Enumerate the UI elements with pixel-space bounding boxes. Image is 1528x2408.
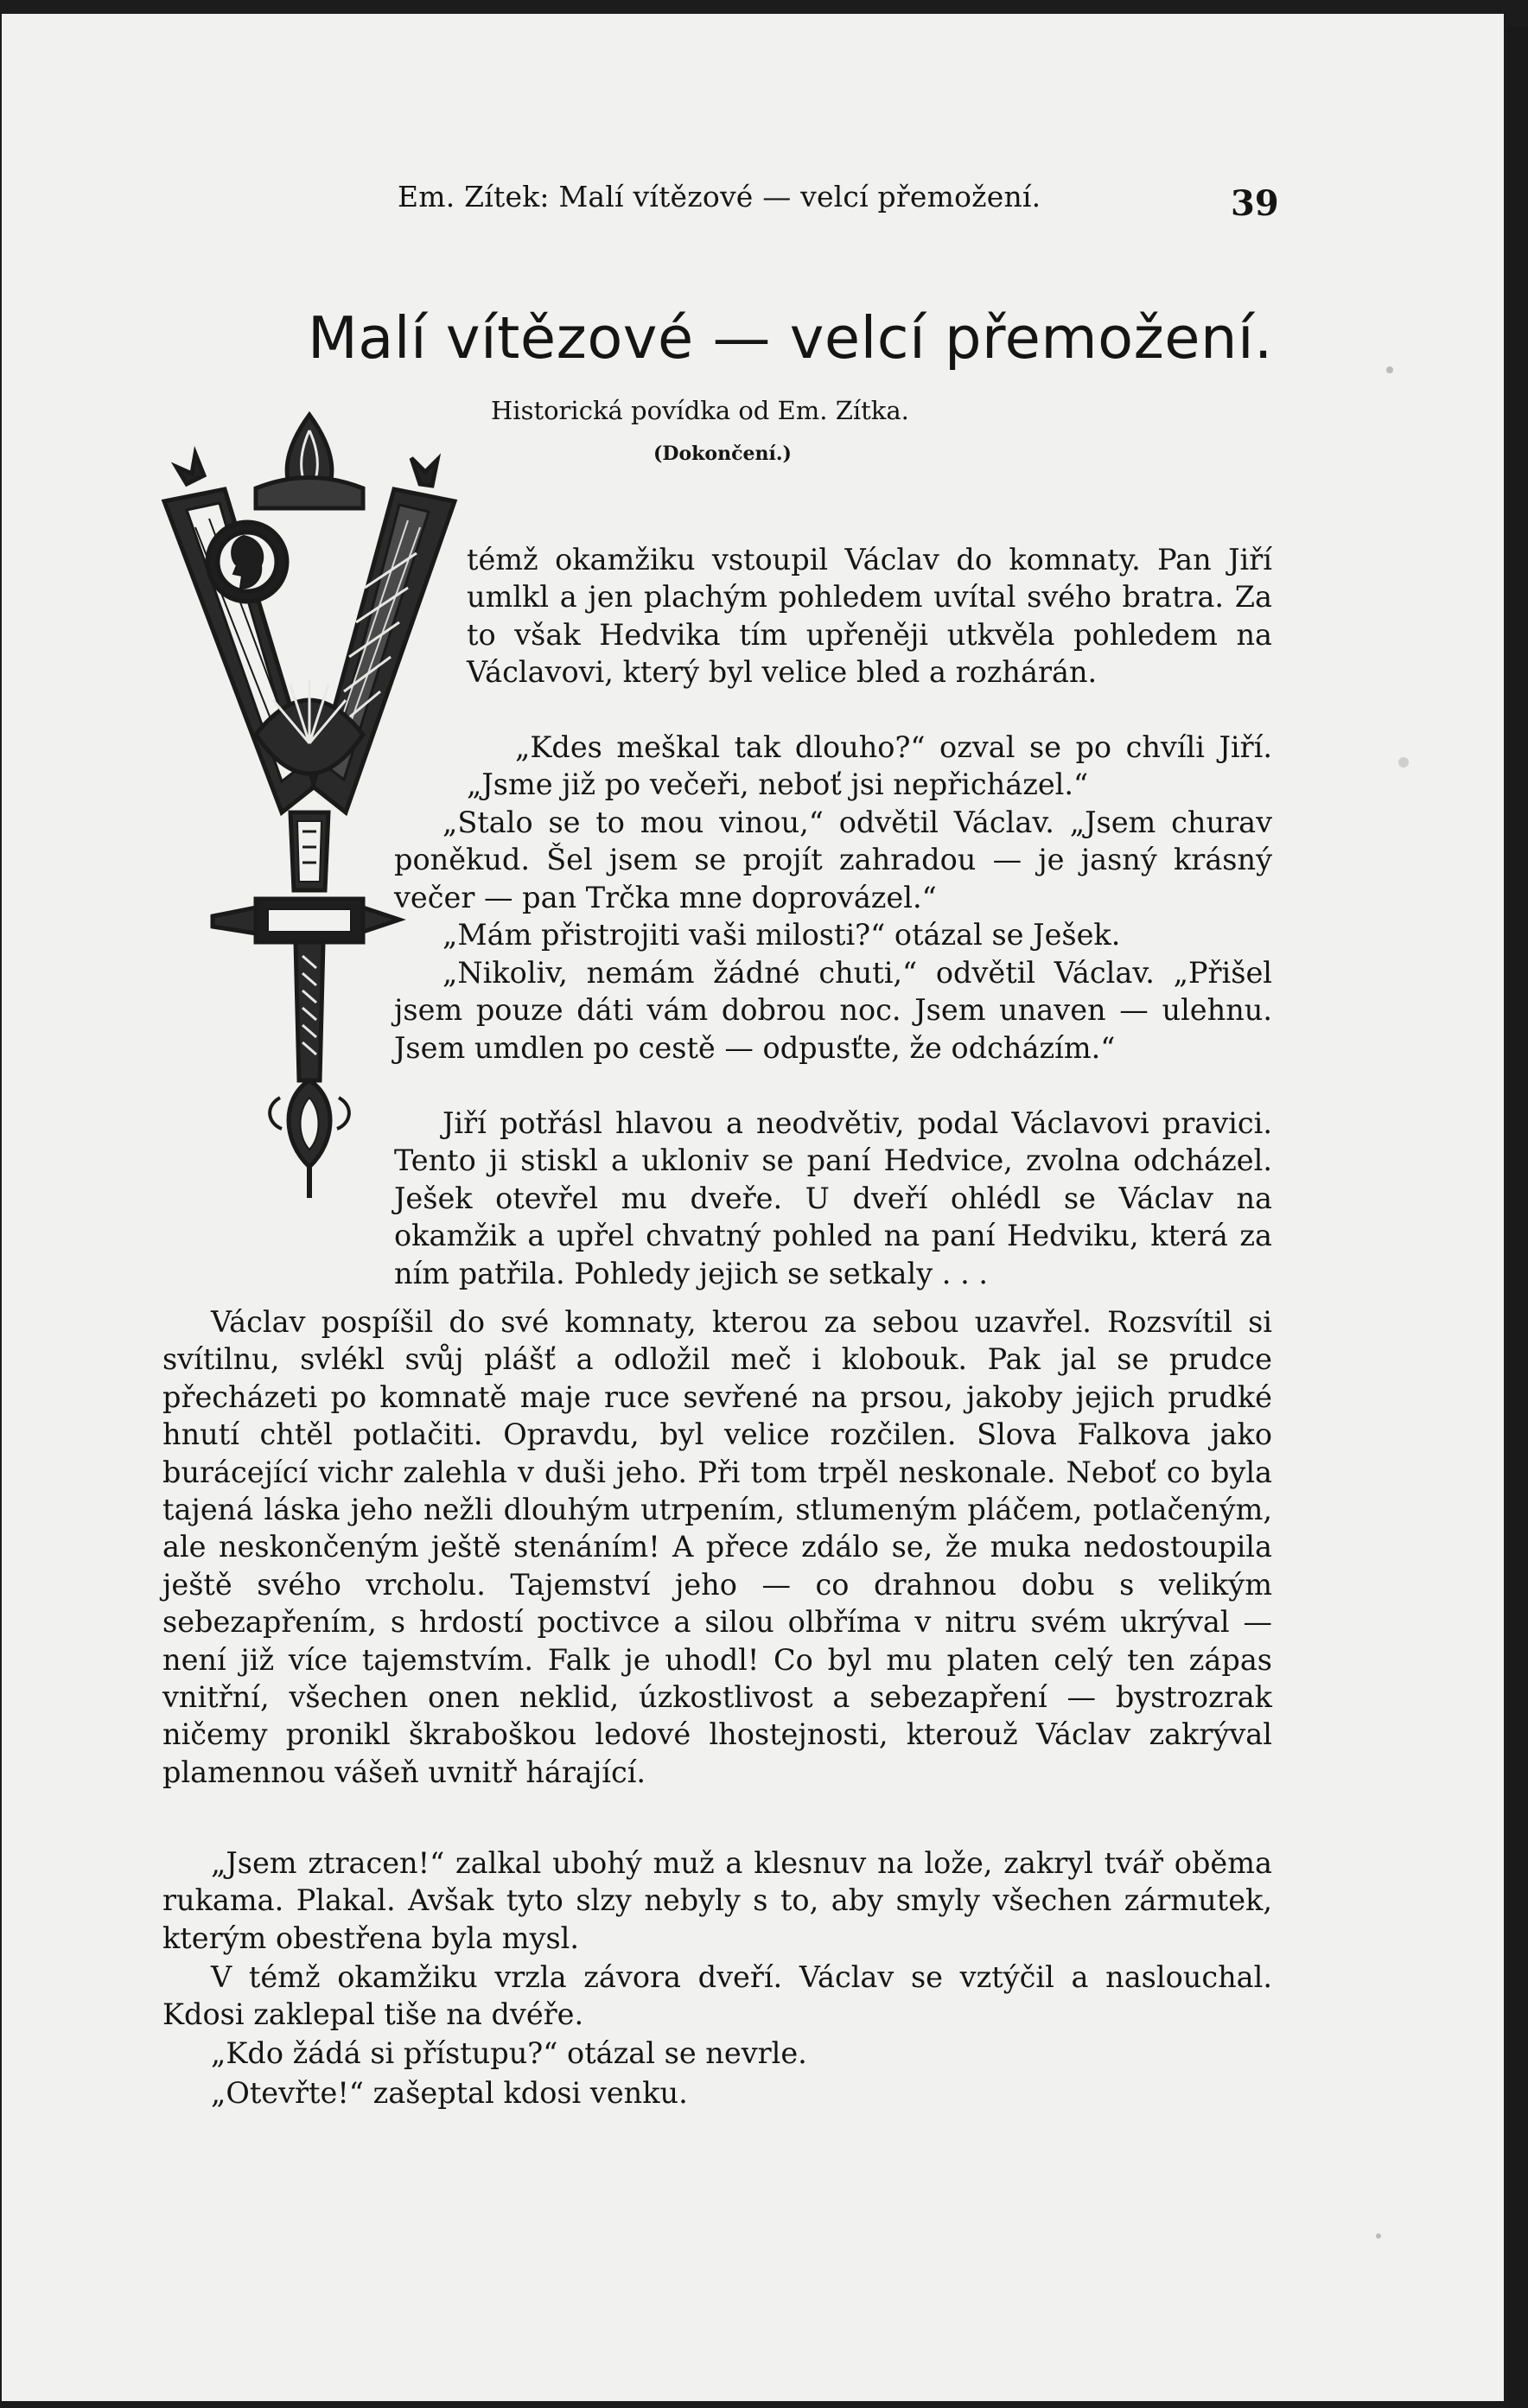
- page-number: 39: [1231, 183, 1279, 224]
- paragraph-5: „Nikoliv, nemám žádné chuti,“ odvětil Václav. „Přišel jsem pouze dáti vám dobrou noc. Jsem unaven — ulehnu. Jsem umdlen po cestě — odpusťte, že odcházím.“: [394, 956, 1272, 1065]
- story-subtitle: Historická povídka od Em. Zítka.: [491, 396, 909, 425]
- paragraph-2: „Kdes meškal tak dlouho?“ ozval se po chvíli Jiří. „Jsme již po večeři, neboť jsi nepřicházel.“: [467, 730, 1272, 802]
- story-title: Malí vítězové — velcí přemožení.: [308, 304, 1273, 372]
- paragraph-6: Jiří potřásl hlavou a neodvětiv, podal Václavovi pravici. Tento ji stiskl a ukloniv se paní Hedvice, zvolna odcházel. Ješek otevřel mu dveře. U dveří ohlédl se Václav na okamžik a upřel chvatný pohled na paní Hedviku, která za ním patřila. Pohledy jejich se setkaly . . .: [394, 1106, 1272, 1290]
- paragraph-3: „Stalo se to mou vinou,“ odvětil Václav. „Jsem churav poněkud. Šel jsem se projít zahradou — je jasný krásný večer — pan Trčka mne doprovázel.“: [394, 806, 1272, 914]
- paper-speck: [1376, 2233, 1381, 2239]
- paragraph-11: „Otevřte!“ zašeptal kdosi venku.: [211, 2076, 688, 2110]
- continued-note: (Dokončení.): [653, 443, 792, 465]
- paper-speck: [1398, 757, 1409, 768]
- paragraph-10: „Kdo žádá si přístupu?“ otázal se nevrle.: [211, 2036, 807, 2070]
- paragraph-4: „Mám přistrojiti vaši milosti?“ otázal se Ješek.: [442, 918, 1121, 952]
- paragraph-9: V témž okamžiku vrzla závora dveří. Václav se vztýčil a naslouchal. Kdosi zaklepal tiše na dvéře.: [162, 1960, 1272, 2032]
- page-edge-shadow: [1507, 26, 1528, 2408]
- paragraph-1: témž okamžiku vstoupil Václav do komnaty. Pan Jiří umlkl a jen plachým pohledem uvítal svého bratra. Za to však Hedvika tím upřeněji utkvěla pohledem na Václavovi, který byl velice bled a rozhárán.: [467, 543, 1272, 690]
- running-head: Em. Zítek: Malí vítězové — velcí přemožení.: [398, 180, 1041, 213]
- paper-speck: [1386, 366, 1393, 373]
- paragraph-7: Václav pospíšil do své komnaty, kterou za sebou uzavřel. Rozsvítil si svítilnu, svlékl svůj plášť a odložil meč i klobouk. Pak jal se prudce přecházeti po komnatě maje ruce sevřené na prsou, jakoby jejich prudké hnutí chtěl potlačiti. Opravdu, byl velice rozčilen. Slova Falkova jako burácející vichr zalehla v duši jeho. Při tom trpěl neskonale. Neboť co byla tajená láska jeho nežli dlouhým utrpením, stlumeným pláčem, potlačeným, ale neskončeným ještě stenáním! A přece zdálo se, že muka nedostoupila ještě svého vrcholu. Tajemství jeho — co drahnou dobu s velikým sebezapřením, s hrdostí poctivce a silou olbříma v nitru svém ukrýval — není již více tajemstvím. Falk je uhodl! Co byl mu platen celý ten zápas vnitřní, všechen onen neklid, úzkostlivost a sebezapření — bystrozrak ničemy pronikl škraboškou ledové lhostejnosti, kterouž Václav zakrýval plamennou vášeň uvnitř hárající.: [162, 1305, 1272, 1789]
- paragraph-8: „Jsem ztracen!“ zalkal ubohý muž a klesnuv na lože, zakryl tvář oběma rukama. Plakal. Avšak tyto slzy nebyly s to, aby smyly všechen zármutek, kterým obestřena byla mysl.: [162, 1846, 1272, 1955]
